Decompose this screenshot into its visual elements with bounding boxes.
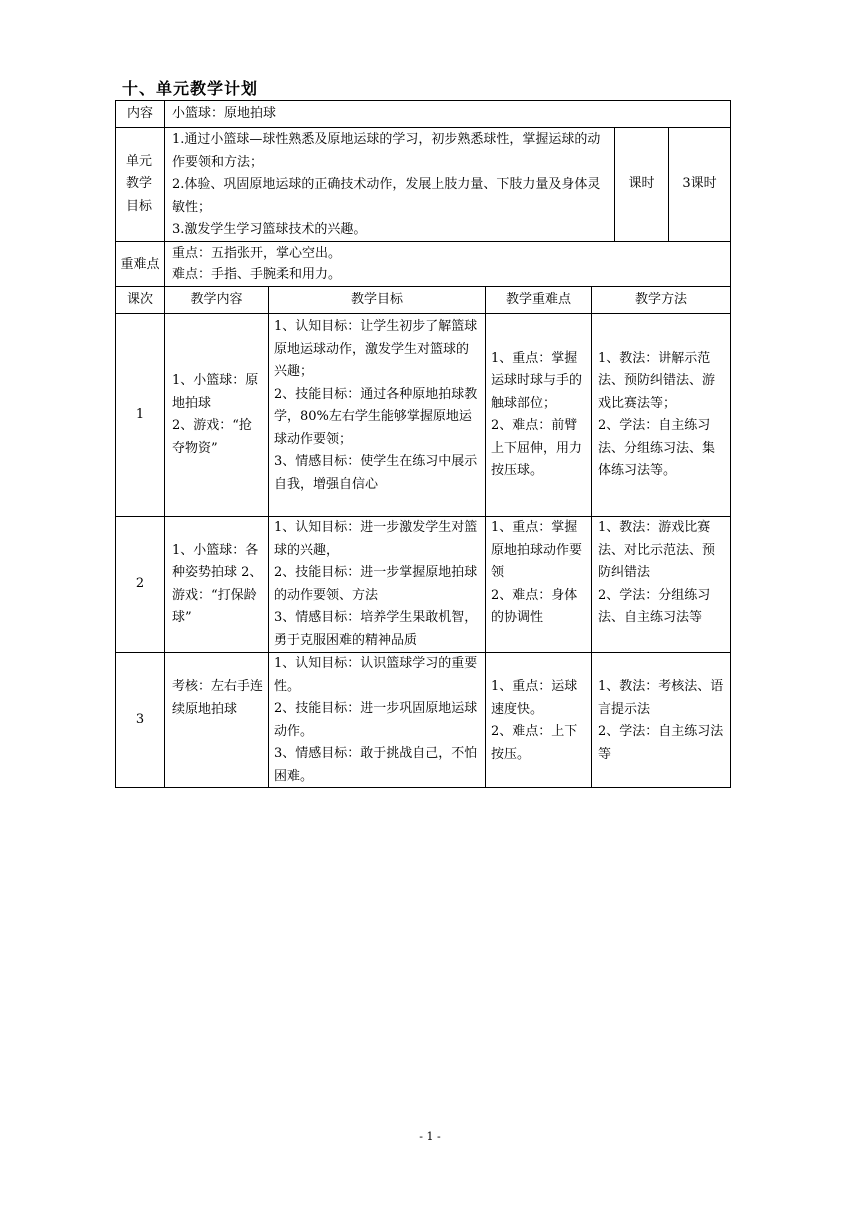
lesson-method-learning: 2、学法：自主练习法等	[598, 724, 724, 762]
lesson-goal-cognitive: 1、认知目标：让学生初步了解篮球原地运球动作，激发学生对篮球的兴趣；	[274, 319, 478, 379]
lesson-keys	[491, 314, 586, 516]
lesson-content	[172, 314, 264, 516]
lesson-goals	[274, 517, 480, 652]
lesson-key-difficulty: 2、难点：身体的协调性	[491, 587, 578, 625]
lesson-content-item: 1、小篮球：各种姿势拍球 2、游戏：“打保龄球”	[172, 542, 263, 625]
unit-goal-1: 1.通过小篮球—球性熟悉及原地运球的学习，初步熟悉球性，掌握运球的动作要领和方法；	[172, 132, 601, 170]
lesson-method-learning: 2、学法：自主练习法、分组练习法、集体练习法等。	[598, 418, 716, 478]
keypoint-focus: 重点：五指张开，掌心空出。	[172, 246, 342, 261]
unit-goal-2: 2.体验、巩固原地运球的正确技术动作，发展上肢力量、下肢力量及身体灵敏性；	[172, 177, 601, 215]
lesson-goal-cognitive: 1、认知目标：进一步激发学生对篮球的兴趣，	[274, 520, 478, 558]
keypoints	[172, 242, 722, 286]
lesson-keys	[491, 676, 586, 776]
lesson-key-focus: 1、重点：掌握原地拍球动作要领	[491, 520, 583, 580]
unit-goals	[172, 128, 610, 241]
lesson-content-item: 2、游戏：“抢夺物资”	[172, 418, 252, 456]
column-header-content: 教学内容	[190, 291, 243, 307]
keypoints-label: 重难点	[120, 256, 160, 272]
lesson-content	[172, 676, 264, 776]
lesson-key-difficulty: 2、难点：前臂上下屈伸，用力按压球。	[491, 418, 583, 478]
lesson-goal-affective: 3、情感目标：使学生在练习中展示自我，增强自信心	[274, 454, 478, 492]
unit-goal-3: 3.激发学生学习篮球技术的兴趣。	[172, 222, 367, 237]
lesson-method-learning: 2、学法：分组练习法、自主练习法等	[598, 587, 711, 625]
lesson-content-item: 1、小篮球：原地拍球	[172, 373, 259, 411]
lesson-key-focus: 1、重点：掌握运球时球与手的触球部位；	[491, 350, 583, 411]
lesson-content-item: 考核：左右手连续原地拍球	[172, 679, 264, 717]
lesson-keys	[491, 517, 586, 652]
lesson-key-focus: 1、重点：运球速度快。	[491, 679, 578, 717]
lesson-goal-affective: 3、情感目标：敢于挑战自己，不怕困难。	[274, 746, 478, 784]
lesson-goal-affective: 3、情感目标：培养学生果敢机智，勇于克服困难的精神品质	[274, 610, 478, 648]
page-number: - 1 -	[419, 1130, 441, 1143]
lesson-number: 2	[135, 576, 145, 592]
lesson-method-teaching: 1、教法：游戏比赛法、对比示范法、预防纠错法	[598, 520, 716, 580]
lesson-methods	[598, 314, 726, 516]
column-header-goals: 教学目标	[350, 291, 403, 307]
lesson-method-teaching: 1、教法：讲解示范法、预防纠错法、游戏比赛法等；	[598, 350, 716, 411]
hours-label: 课时	[628, 176, 655, 192]
lesson-method-teaching: 1、教法：考核法、语言提示法	[598, 679, 724, 717]
page-heading: 十、单元教学计划	[122, 79, 259, 98]
lesson-goals	[274, 316, 480, 516]
lesson-methods	[598, 517, 726, 652]
lesson-goal-cognitive: 1、认知目标：认识篮球学习的重要性。	[274, 656, 478, 694]
content-value: 小篮球：原地拍球	[172, 105, 277, 121]
hours-value: 3课时	[682, 176, 717, 192]
column-header-keys: 教学重难点	[505, 291, 571, 307]
lesson-goal-skill: 2、技能目标：进一步巩固原地运球动作。	[274, 701, 478, 739]
lesson-goals	[274, 653, 480, 787]
lesson-goal-skill: 2、技能目标：通过各种原地拍球教学，80%左右学生能够掌握原地运球动作要领；	[274, 386, 478, 447]
lesson-content	[172, 517, 264, 652]
keypoint-difficulty: 难点：手指、手腕柔和用力。	[172, 267, 342, 282]
column-header-methods: 教学方法	[634, 291, 687, 307]
content-label: 内容	[126, 105, 153, 121]
lesson-goal-skill: 2、技能目标：进一步掌握原地拍球的动作要领、方法	[274, 565, 478, 603]
lesson-methods	[598, 676, 726, 776]
lesson-number: 3	[135, 711, 145, 727]
lesson-key-difficulty: 2、难点：上下按压。	[491, 724, 578, 762]
goals-label: 单元教学目标	[125, 153, 152, 214]
lesson-number: 1	[135, 406, 145, 422]
column-header-lesson-no: 课次	[126, 291, 153, 307]
